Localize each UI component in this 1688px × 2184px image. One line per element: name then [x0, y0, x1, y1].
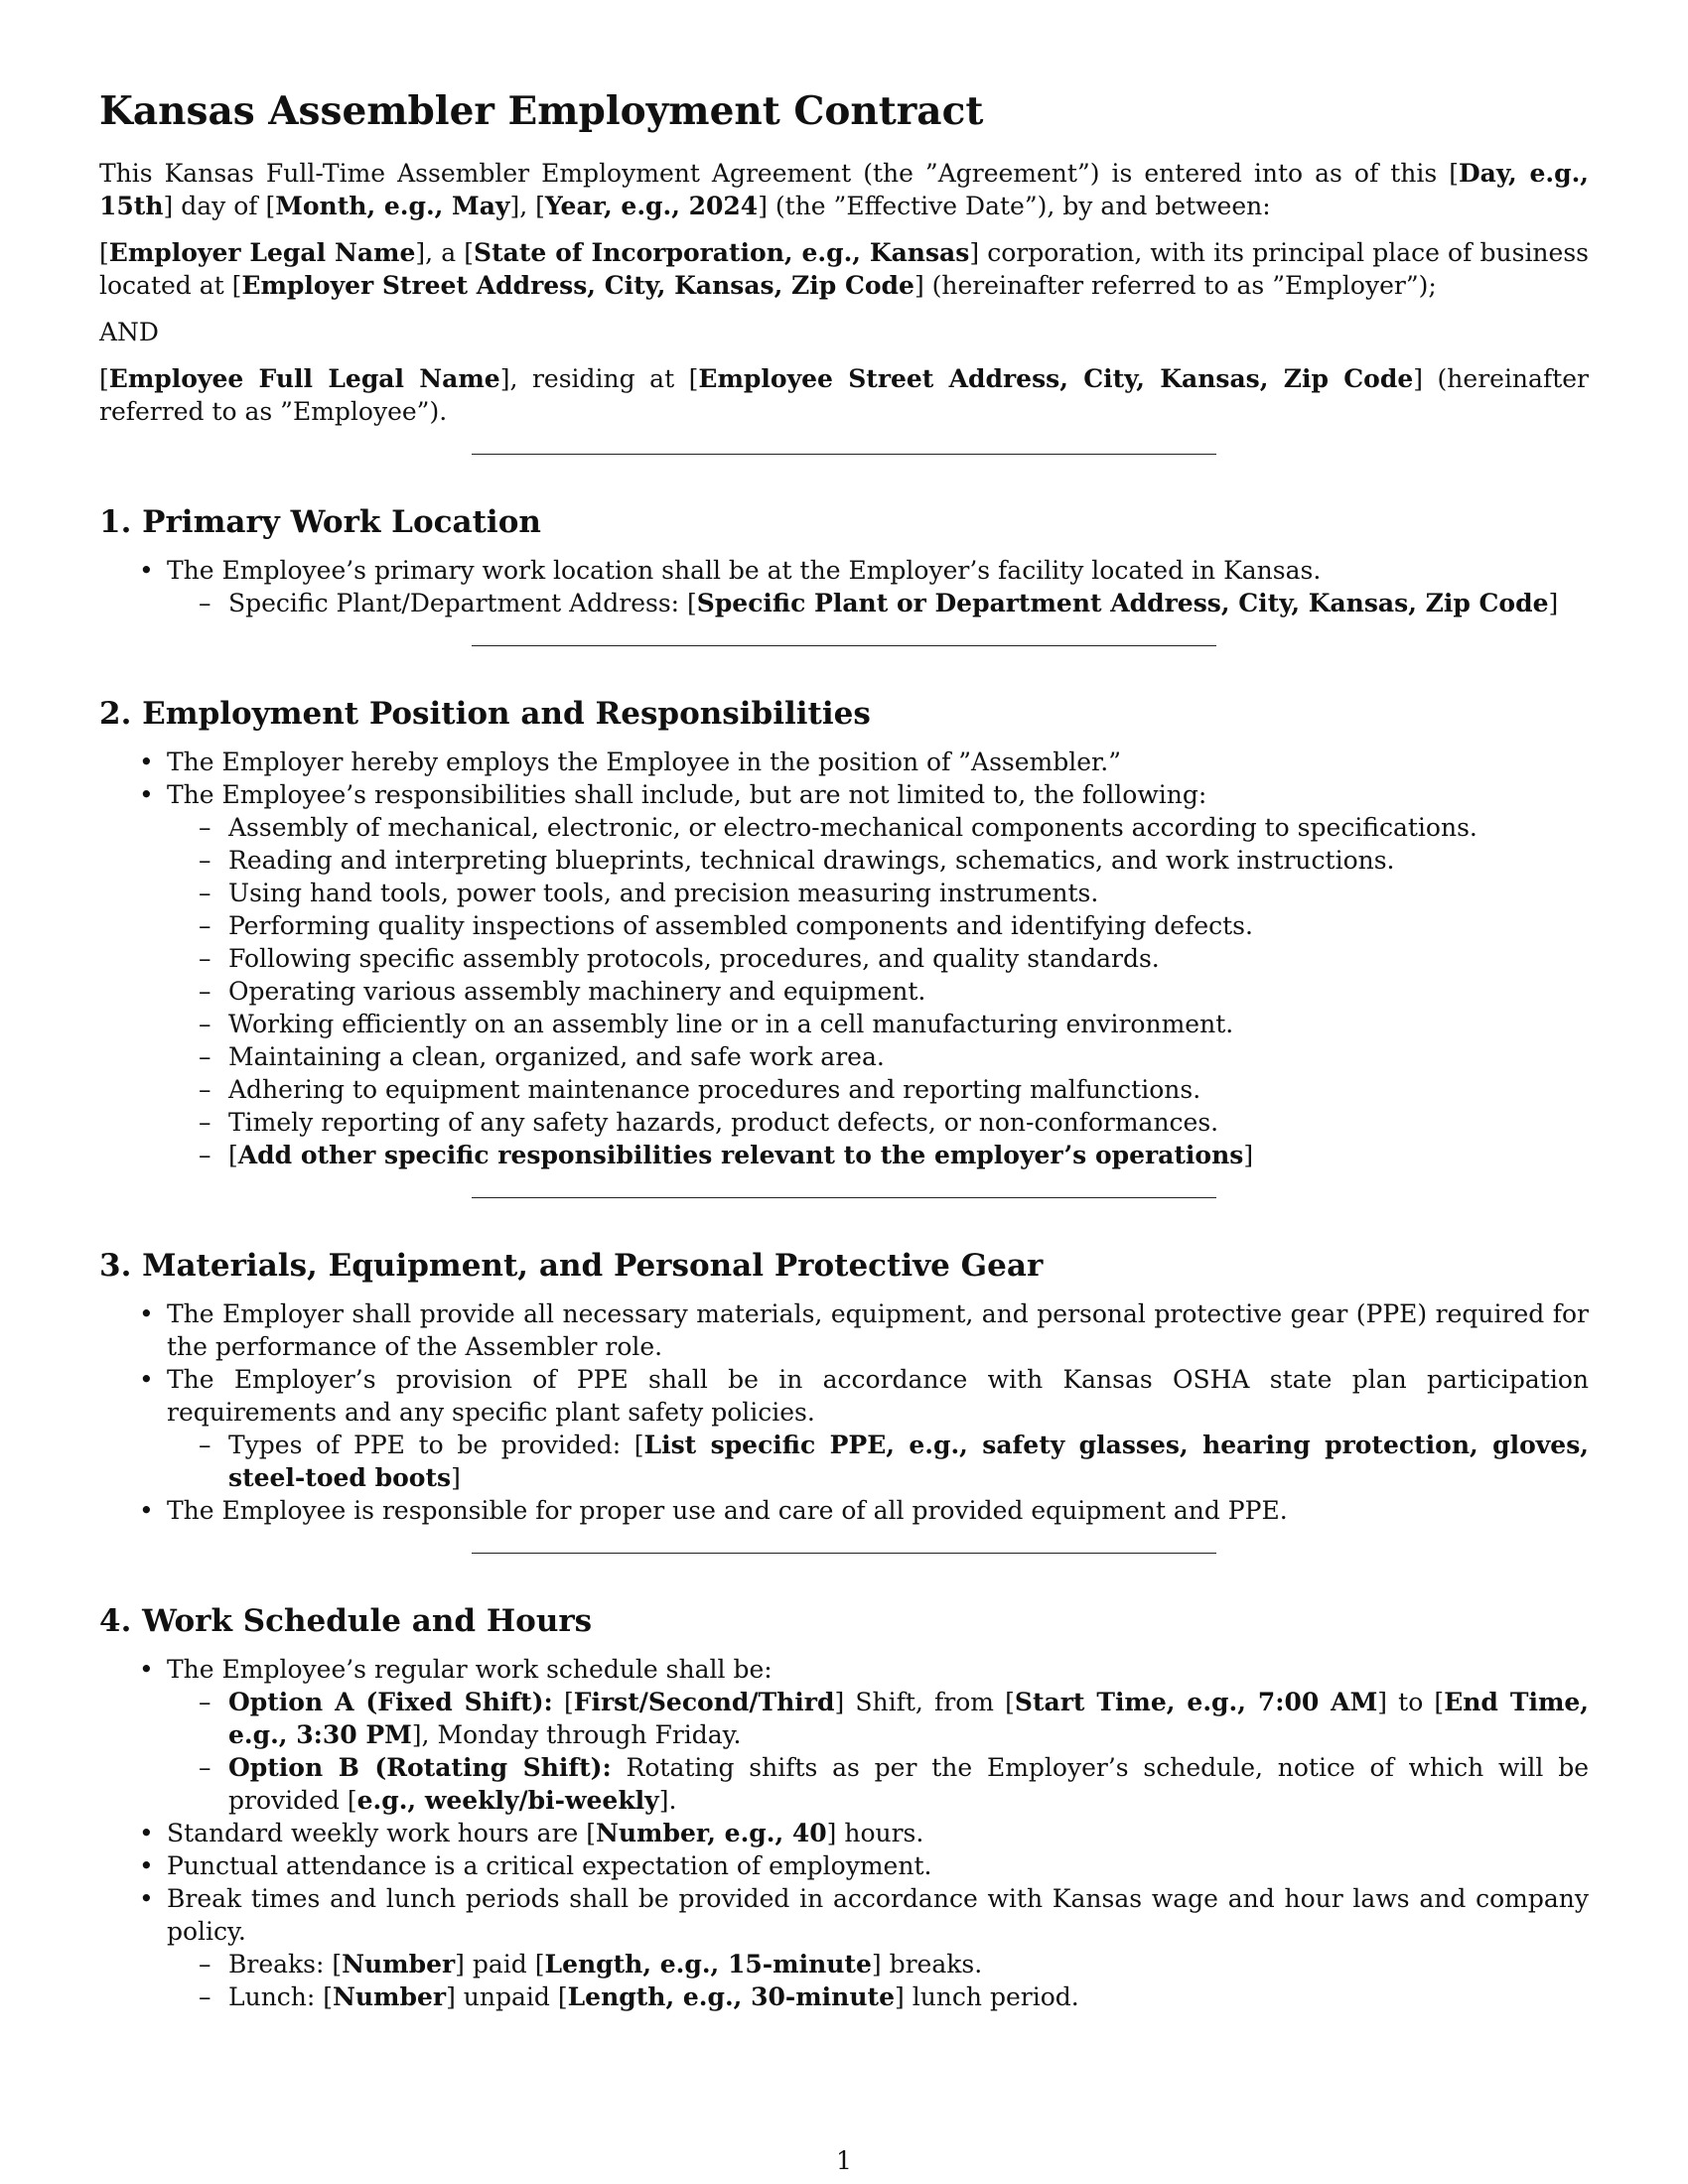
sub-list-item — [99, 587, 1589, 619]
intro-text: ], [ — [509, 192, 545, 220]
option-b-item — [99, 1751, 1589, 1817]
sub-item-text: ] breaks. — [871, 1950, 983, 1979]
end-time-placeholder: End Time, e.g., 3:30 PM — [228, 1688, 1590, 1749]
employer-text: ] corporation, with its principal place of business located at [ — [99, 238, 1589, 300]
employee-text: ] (hereinafter referred to as ”Employee”). — [99, 364, 1589, 426]
document-page — [99, 87, 1589, 2013]
employee-text: [ — [99, 364, 109, 393]
lunch-number-placeholder: Number — [333, 1982, 447, 2011]
ppe-list-placeholder: List specific PPE, e.g., safety glasses, hearing protection, gloves, steel-toed boots — [228, 1431, 1589, 1492]
intro-text: This Kansas Full-Time Assembler Employment Agreement (the ”Agreement”) is entered into as of this [ — [99, 159, 1459, 188]
section-divider — [472, 1553, 1216, 1554]
list-item-text: ] hours. — [826, 1819, 924, 1847]
sub-item-text: ] — [451, 1463, 461, 1492]
sub-item-text: ] — [1548, 589, 1559, 617]
list-item — [99, 778, 1589, 1171]
employee-name-placeholder: Employee Full Legal Name — [108, 364, 500, 393]
responsibility-item: – Reading and interpreting blueprints, technical drawings, schematics, and work instructions. — [99, 844, 1589, 877]
page-number: 1 — [836, 2146, 852, 2175]
responsibility-item: – Assembly of mechanical, electronic, or electro-mechanical components according to specifications. — [99, 811, 1589, 844]
list-item-text: The Employee’s responsibilities shall include, but are not limited to, the following: — [167, 780, 1207, 809]
sub-item-text: Types of PPE to be provided: [ — [228, 1431, 644, 1459]
list-item: • The Employee is responsible for proper use and care of all provided equipment and PPE. — [99, 1494, 1589, 1527]
list-item: • Punctual attendance is a critical expectation of employment. — [99, 1849, 1589, 1882]
employee-text: ], residing at [ — [499, 364, 699, 393]
option-a-item — [99, 1686, 1589, 1751]
sub-list — [167, 587, 1589, 619]
shift-placeholder: First/Second/Third — [573, 1688, 835, 1716]
sub-item-text: ] unpaid [ — [446, 1982, 568, 2011]
start-time-placeholder: Start Time, e.g., 7:00 AM — [1014, 1688, 1378, 1716]
responsibilities-list — [167, 811, 1589, 1171]
list-item-text: The Employee’s regular work schedule shall be: — [167, 1655, 773, 1684]
schedule-options-list — [167, 1686, 1589, 1817]
lunch-length-placeholder: Length, e.g., 30-minute — [567, 1982, 895, 2011]
list-item-text: The Employer’s provision of PPE shall be in accordance with Kansas OSHA state plan participation requirements and any specific plant safety policies. — [167, 1365, 1589, 1427]
list-item — [99, 1817, 1589, 1849]
weekly-hours-placeholder: Number, e.g., 40 — [596, 1819, 827, 1847]
sub-item-text: Rotating shifts as per the Employer’s schedule, notice of which will be provided [ — [228, 1753, 1589, 1815]
responsibility-item: – Maintaining a clean, organized, and safe work area. — [99, 1040, 1589, 1073]
sub-item-text: ] lunch period. — [895, 1982, 1079, 2011]
sub-item-text: ], Monday through Friday. — [411, 1720, 742, 1749]
employer-paragraph — [99, 236, 1589, 302]
document-title: Kansas Assembler Employment Contract — [99, 88, 984, 134]
option-a-label: Option A (Fixed Shift): — [228, 1688, 553, 1716]
breaks-number-placeholder: Number — [342, 1950, 456, 1979]
section-divider — [472, 454, 1216, 455]
responsibility-item: – Timely reporting of any safety hazards, product defects, or non-conformances. — [99, 1106, 1589, 1139]
employer-name-placeholder: Employer Legal Name — [108, 238, 416, 267]
sub-item-text: ] paid [ — [455, 1950, 545, 1979]
list-item-text: The Employee’s primary work location shall be at the Employer’s facility located in Kansas. — [167, 556, 1322, 585]
responsibility-item: – Following specific assembly protocols, procedures, and quality standards. — [99, 942, 1589, 975]
responsibility-item: – Operating various assembly machinery and equipment. — [99, 975, 1589, 1008]
plant-address-placeholder: Specific Plant or Department Address, City, Kansas, Zip Code — [696, 589, 1549, 617]
employee-paragraph — [99, 362, 1589, 428]
intro-paragraph — [99, 157, 1589, 222]
section-1-list — [99, 554, 1589, 619]
sub-list — [167, 1429, 1589, 1494]
list-item — [99, 1653, 1589, 1817]
employer-text: [ — [99, 238, 109, 267]
list-item: • The Employer shall provide all necessary materials, equipment, and personal protective gear (PPE) required for the performance of the Assembler role. — [99, 1297, 1589, 1363]
section-3-heading: 3. Materials, Equipment, and Personal Protective Gear — [99, 1248, 1044, 1284]
sub-item-text: ] — [1243, 1141, 1254, 1169]
section-4-list — [99, 1653, 1589, 2013]
responsibility-item: – Adhering to equipment maintenance procedures and reporting malfunctions. — [99, 1073, 1589, 1106]
section-divider — [472, 645, 1216, 646]
list-item — [99, 554, 1589, 619]
year-placeholder: Year, e.g., 2024 — [544, 192, 759, 220]
section-4-heading: 4. Work Schedule and Hours — [99, 1603, 593, 1639]
list-item-text: Break times and lunch periods shall be provided in accordance with Kansas wage and hour laws and company policy. — [167, 1884, 1589, 1946]
sub-item-text: ]. — [658, 1786, 677, 1815]
other-responsibilities-placeholder: Add other specific responsibilities relevant to the employer’s operations — [237, 1141, 1244, 1169]
section-3-list — [99, 1297, 1589, 1527]
breaks-item — [99, 1948, 1589, 1980]
section-divider — [472, 1197, 1216, 1198]
and-separator: AND — [99, 318, 159, 346]
sub-item-text: [ — [552, 1688, 574, 1716]
responsibility-item: – Using hand tools, power tools, and precision measuring instruments. — [99, 877, 1589, 909]
state-placeholder: State of Incorporation, e.g., Kansas — [474, 238, 970, 267]
list-item — [99, 1882, 1589, 2013]
intro-text: ] day of [ — [163, 192, 276, 220]
breaks-length-placeholder: Length, e.g., 15-minute — [544, 1950, 872, 1979]
employee-address-placeholder: Employee Street Address, City, Kansas, Zip Code — [698, 364, 1414, 393]
sub-list-item — [99, 1429, 1589, 1494]
breaks-list — [167, 1948, 1589, 2013]
sub-item-text: ] to [ — [1377, 1688, 1445, 1716]
section-2-heading: 2. Employment Position and Responsibilities — [99, 696, 871, 732]
sub-item-text: ] Shift, from [ — [834, 1688, 1015, 1716]
day-placeholder: Day, e.g., 15th — [99, 159, 1590, 220]
employer-text: ], a [ — [415, 238, 475, 267]
sub-item-text: Specific Plant/Department Address: [ — [228, 589, 697, 617]
intro-text: ] (the ”Effective Date”), by and between: — [758, 192, 1271, 220]
notice-frequency-placeholder: e.g., weekly/bi-weekly — [356, 1786, 659, 1815]
sub-item-text: Lunch: [ — [228, 1982, 334, 2011]
list-item — [99, 1363, 1589, 1494]
responsibility-item: – Performing quality inspections of assembled components and identifying defects. — [99, 909, 1589, 942]
lunch-item — [99, 1980, 1589, 2013]
section-2-list — [99, 746, 1589, 1171]
month-placeholder: Month, e.g., May — [275, 192, 510, 220]
employer-address-placeholder: Employer Street Address, City, Kansas, Zip Code — [241, 271, 914, 300]
sub-item-text: Breaks: [ — [228, 1950, 343, 1979]
list-item: • The Employer hereby employs the Employee in the position of ”Assembler.” — [99, 746, 1589, 778]
sub-item-text: [ — [228, 1141, 238, 1169]
section-1-heading: 1. Primary Work Location — [99, 504, 541, 540]
employer-text: ] (hereinafter referred to as ”Employer”); — [914, 271, 1437, 300]
responsibility-item — [99, 1139, 1589, 1171]
option-b-label: Option B (Rotating Shift): — [228, 1753, 612, 1782]
responsibility-item: – Working efficiently on an assembly line or in a cell manufacturing environment. — [99, 1008, 1589, 1040]
list-item-text: Standard weekly work hours are [ — [167, 1819, 597, 1847]
